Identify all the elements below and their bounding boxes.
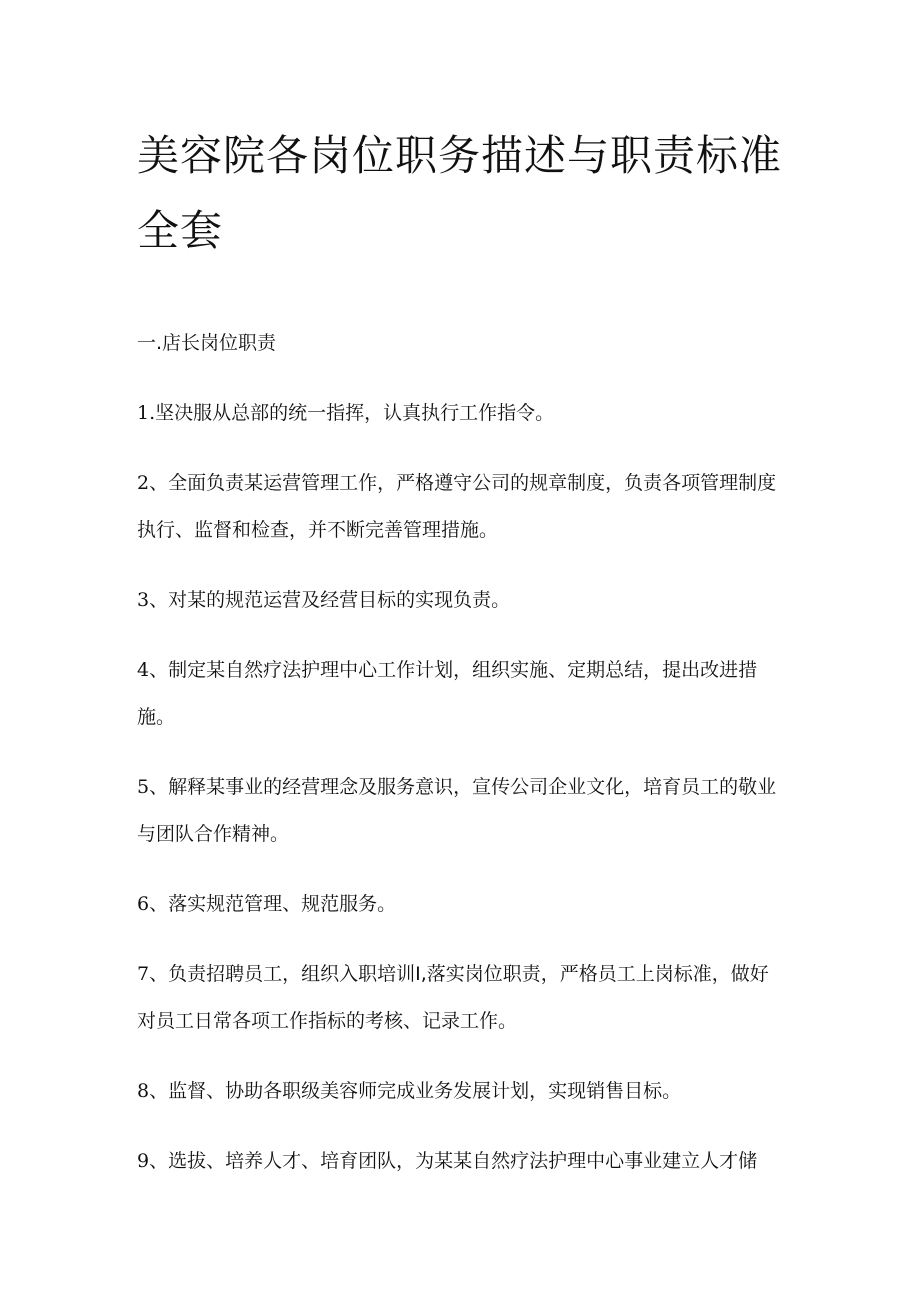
duty-text: 监督、协助各职级美容师完成业务发展计划，实现销售目标。 bbox=[168, 1080, 682, 1102]
duty-text: 全面负责某运营管理工作，严格遵守公司的规章制度，负责各项管理制度执行、监督和检查，并不断完善管理措施。 bbox=[137, 472, 777, 541]
duty-number: 4、 bbox=[137, 659, 169, 681]
duty-text: 选拔、培养人才、培育团队，为某某自然疗法护理中心事业建立人才储 bbox=[168, 1150, 758, 1172]
duty-item-8 bbox=[137, 1068, 787, 1115]
duty-number: 1. bbox=[137, 402, 156, 424]
duty-text: 解释某事业的经营理念及服务意识，宣传公司企业文化，培育员工的敬业与团队合作精神。 bbox=[137, 776, 777, 845]
duty-item-5 bbox=[137, 764, 787, 858]
duty-list bbox=[137, 390, 800, 1185]
duty-item-1 bbox=[137, 390, 787, 437]
duty-text: 对某的规范运营及经营目标的实现负责。 bbox=[168, 589, 511, 611]
duty-number: 3、 bbox=[137, 589, 169, 611]
duty-text: 负责招聘员工，组织入职培训I,落实岗位职责，严格员工上岗标准，做好对员工日常各项工作指标的考核、记录工作。 bbox=[137, 963, 769, 1032]
duty-item-4 bbox=[137, 647, 787, 741]
document-title: 美容院各岗位职务描述与职责标准全套 bbox=[137, 131, 783, 255]
duty-number: 5、 bbox=[137, 776, 169, 798]
duty-item-9 bbox=[137, 1138, 787, 1185]
duty-text: 坚决服从总部的统一指挥，认真执行工作指令。 bbox=[155, 402, 555, 424]
duty-item-3 bbox=[137, 577, 787, 624]
duty-item-6 bbox=[137, 881, 787, 928]
duty-number: 2、 bbox=[137, 472, 169, 494]
duty-number: 6、 bbox=[137, 893, 169, 915]
duty-number: 7、 bbox=[137, 963, 169, 985]
duty-item-7 bbox=[137, 951, 787, 1045]
duty-number: 8、 bbox=[137, 1080, 169, 1102]
duty-text: 落实规范管理、规范服务。 bbox=[168, 893, 397, 915]
duty-text: 制定某自然疗法护理中心工作计划，组织实施、定期总结，提出改进措施。 bbox=[137, 659, 758, 728]
duty-number: 9、 bbox=[137, 1150, 169, 1172]
duty-item-2 bbox=[137, 460, 787, 554]
section-heading: 一.店长岗位职责 bbox=[137, 332, 277, 354]
